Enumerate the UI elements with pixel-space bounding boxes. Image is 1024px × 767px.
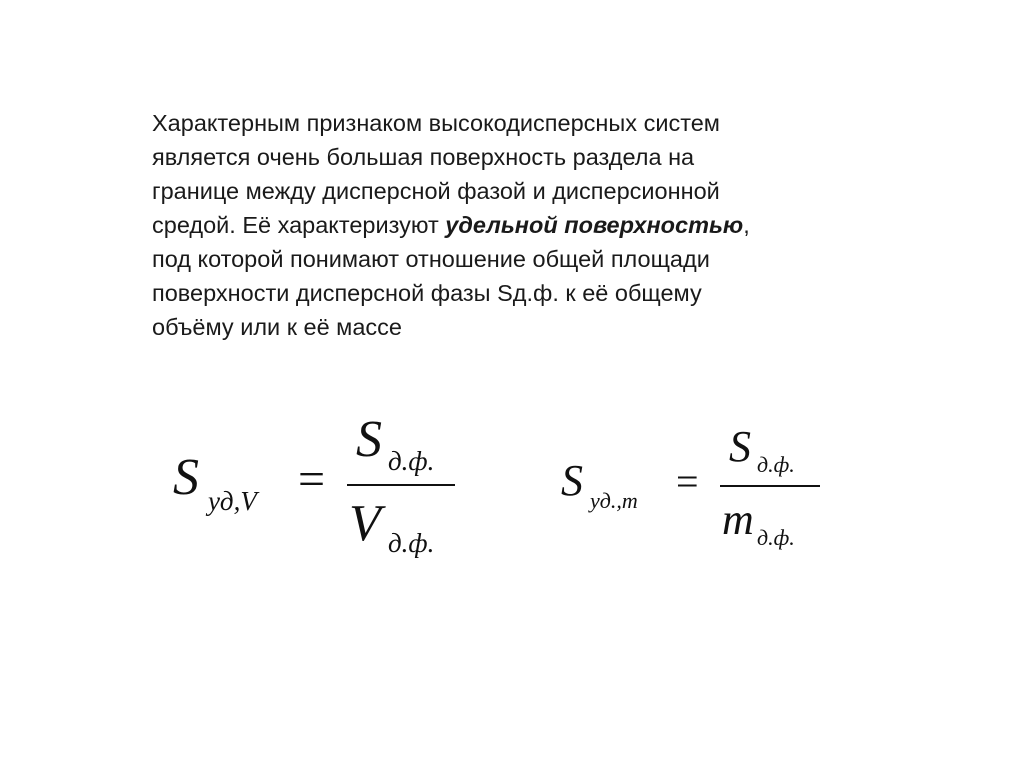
formula-volume-numerator-subscript: д.ф. — [388, 446, 435, 476]
formula-volume-lhs-symbol: S — [173, 449, 199, 506]
paragraph-line-6: поверхности дисперсной фазы Sд.ф. к её общему — [152, 280, 702, 306]
paragraph-line-3: границе между дисперсной фазой и дисперсионной — [152, 178, 720, 204]
formula-volume-denominator-subscript: д.ф. — [388, 528, 435, 558]
paragraph-line-7: объёму или к её массе — [152, 314, 402, 340]
formula-volume-numerator-symbol: S — [356, 411, 382, 468]
formula-mass-lhs-symbol: S — [561, 456, 583, 505]
term-comma: , — [743, 212, 750, 238]
formula-mass-numerator-symbol: S — [729, 422, 751, 471]
term-specific-surface: удельной поверхностью — [445, 212, 744, 238]
paragraph-line-2: является очень большая поверхность раздела на — [152, 144, 695, 170]
paragraph-line-5: под которой понимают отношение общей площади — [152, 246, 710, 272]
formula-mass-denominator-subscript: д.ф. — [757, 525, 795, 550]
formula-mass-numerator-subscript: д.ф. — [757, 452, 795, 477]
formula-mass-lhs-subscript: уд.,m — [590, 488, 638, 513]
formula-volume-denominator-symbol: V — [349, 495, 381, 552]
paragraph-line-4-lead: средой. Её характеризуют — [152, 212, 446, 238]
formula-mass-fraction-bar — [720, 485, 820, 487]
formula-mass-equals: = — [676, 459, 699, 504]
formula-volume-lhs-subscript: уд,V — [208, 486, 257, 516]
paragraph-line-1: Характерным признаком высокодисперсных систем — [152, 110, 720, 136]
formula-volume-equals: = — [298, 453, 326, 506]
formula-mass-denominator-symbol: m — [722, 495, 754, 544]
